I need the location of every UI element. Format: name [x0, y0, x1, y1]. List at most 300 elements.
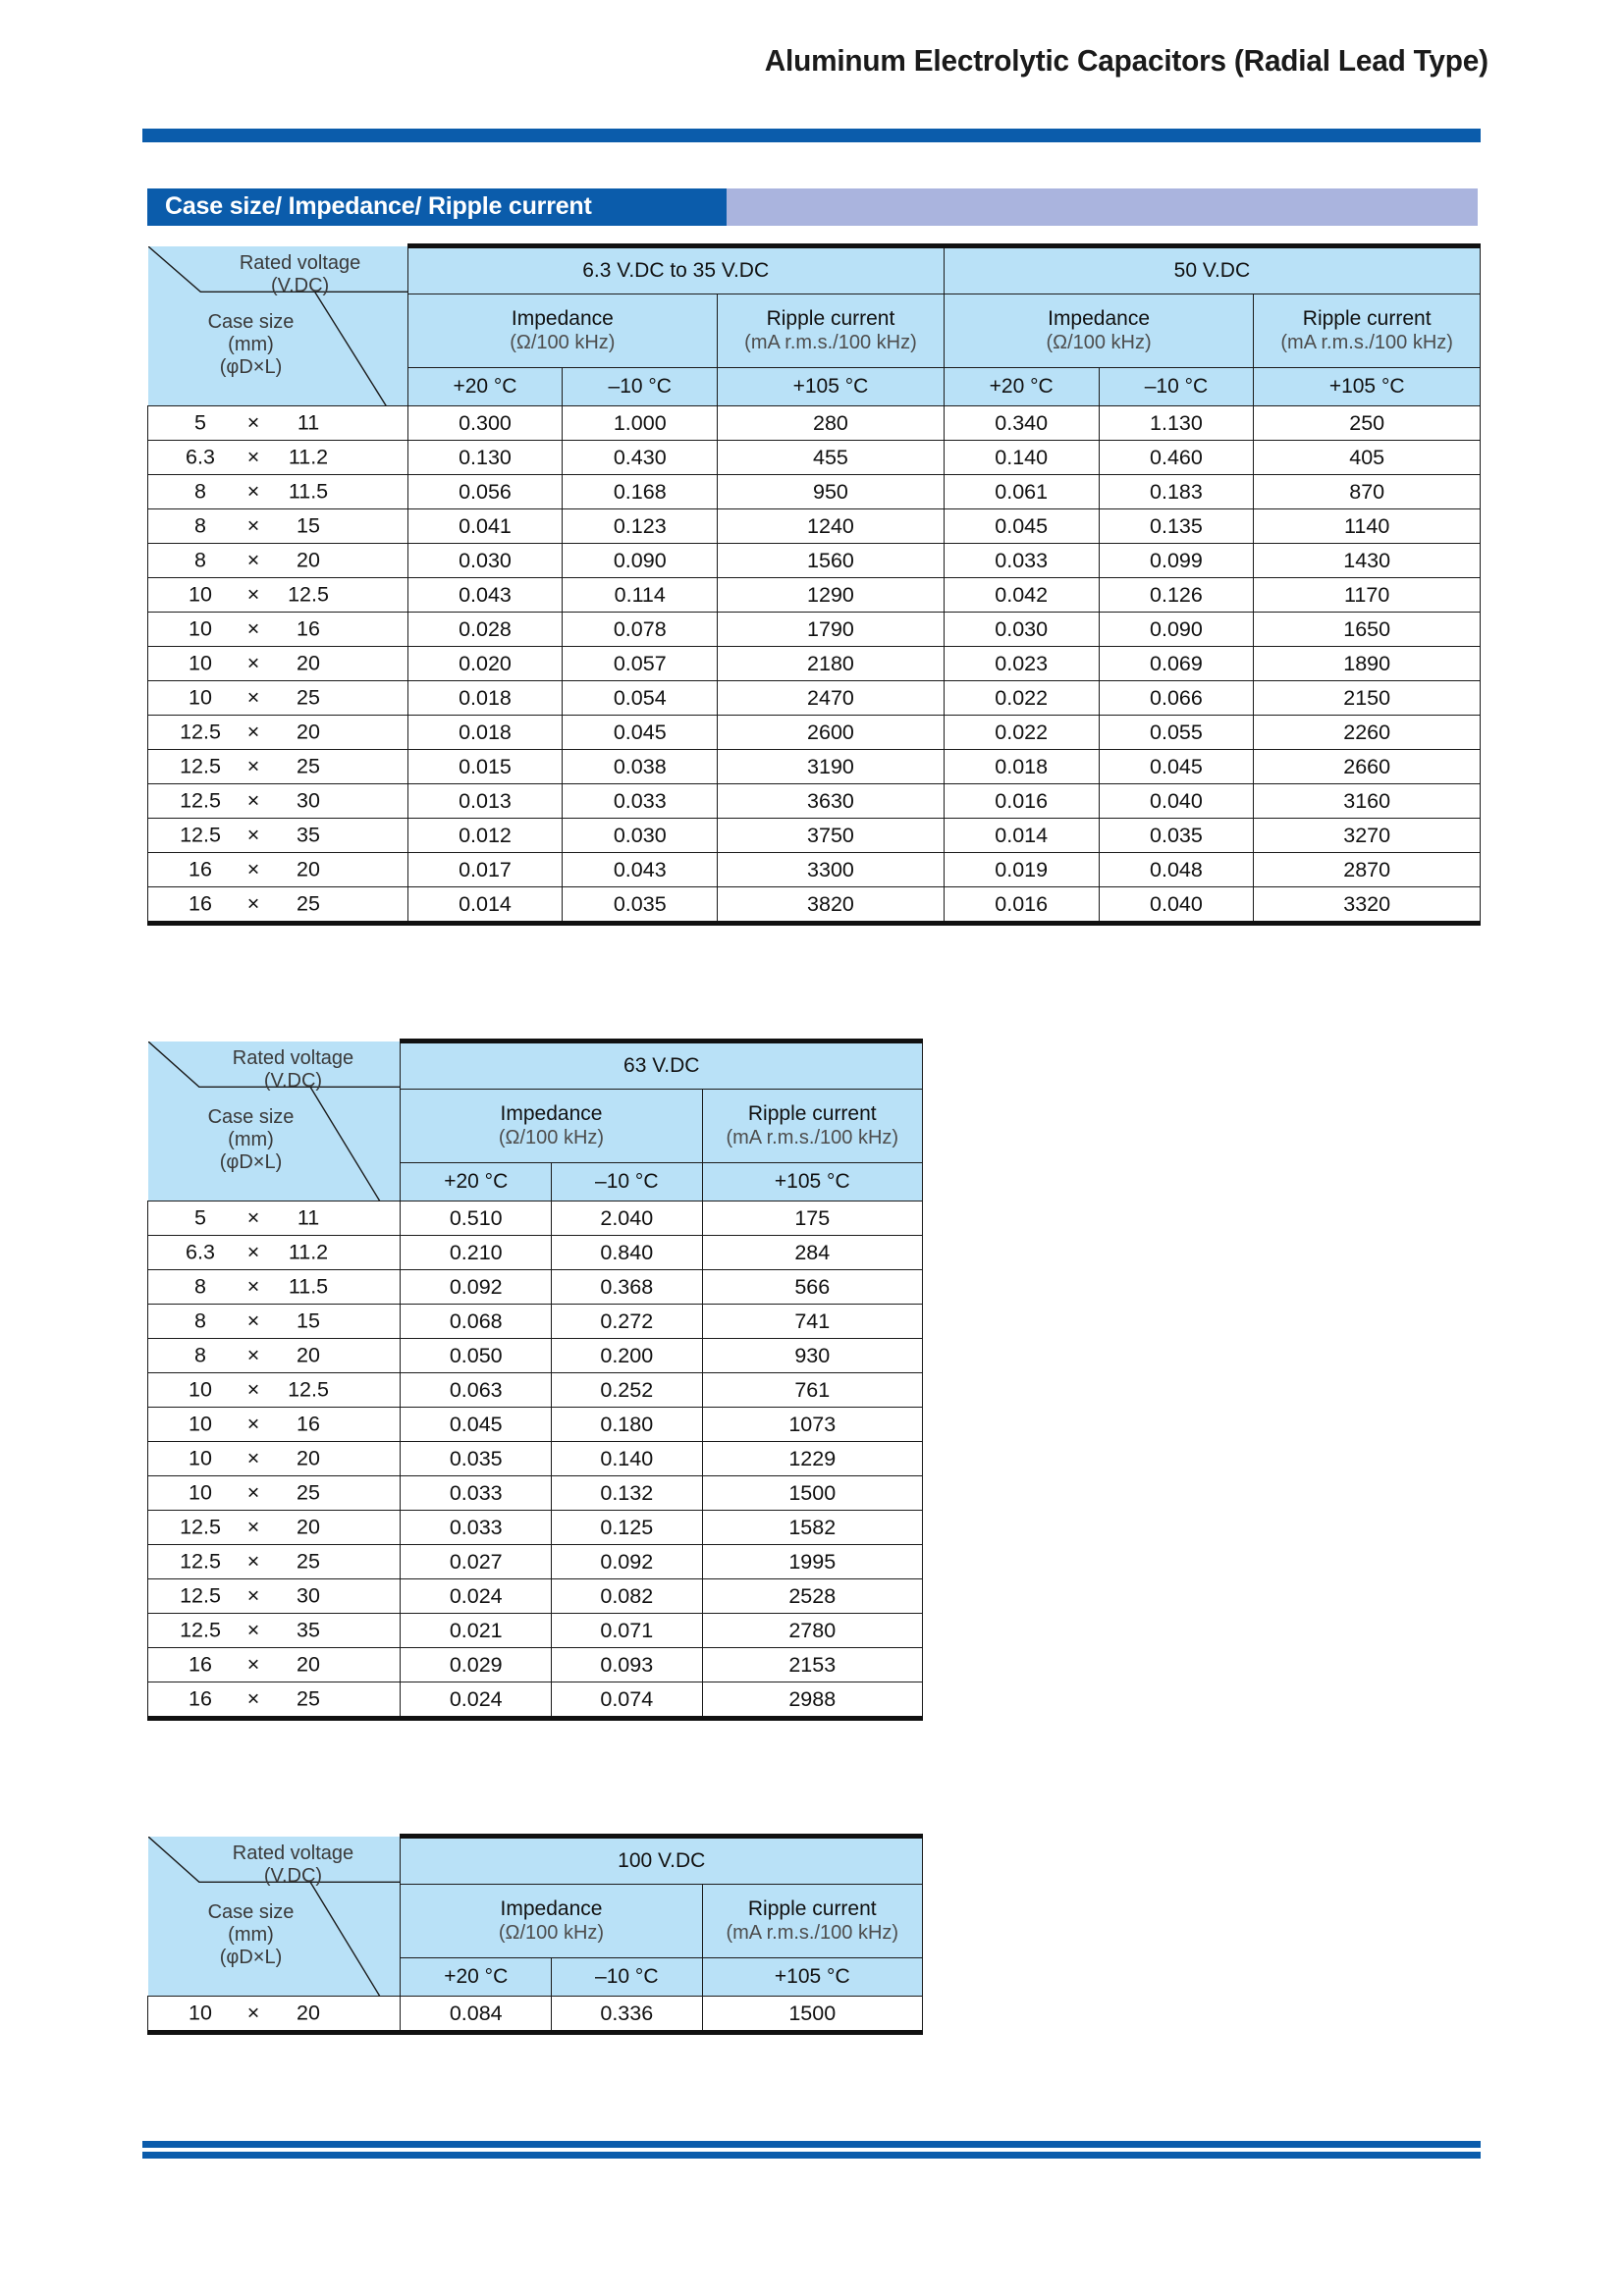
ripple-current-105c-value-g2: 3160 [1254, 784, 1481, 819]
page-title: Aluminum Electrolytic Capacitors (Radial Lead Type) [764, 43, 1488, 78]
impedance-minus10c-value-g1: 0.082 [552, 1579, 703, 1614]
table-row [148, 1545, 923, 1579]
case-diameter: 6.3 [186, 1240, 215, 1264]
impedance-minus10c-value-g1: 0.840 [552, 1236, 703, 1270]
case-size-line1: Case size [207, 1105, 295, 1128]
impedance-minus10c-value-g1: 0.074 [552, 1682, 703, 1719]
ripple-unit: (mA r.m.s./100 kHz) [726, 1921, 899, 1944]
voltage-header-row [148, 1837, 923, 1885]
case-diameter: 16 [189, 1686, 212, 1711]
impedance-20c-value-g2: 0.016 [944, 887, 1099, 924]
impedance-title: Impedance [511, 306, 614, 330]
case-size-cell [148, 475, 408, 509]
ripple-current-105c-value-g1: 1560 [718, 544, 945, 578]
case-length: 11.5 [288, 479, 329, 504]
case-length: 25 [297, 1686, 320, 1711]
impedance-20c-value-g1: 0.033 [401, 1476, 552, 1511]
impedance-20c-value-g1: 0.018 [407, 716, 563, 750]
table-row [148, 750, 1481, 784]
ripple-current-105c-value-g1: 761 [702, 1373, 922, 1408]
table-3-body [148, 1837, 923, 2033]
rated-voltage-line1: Rated voltage [239, 251, 361, 274]
ripple-current-105c-value-g1: 1500 [702, 1997, 922, 2033]
table-row [148, 1579, 923, 1614]
ripple-current-105c-value-g2: 2260 [1254, 716, 1481, 750]
case-diameter: 12.5 [180, 788, 221, 813]
case-length: 12.5 [288, 582, 329, 607]
footer-rule-lower [142, 2152, 1481, 2159]
case-size-cell [148, 1270, 401, 1305]
table-row [148, 578, 1481, 613]
case-size-cell [148, 1305, 401, 1339]
impedance-minus10c-value-g2: 0.040 [1099, 887, 1254, 924]
table-row [148, 1648, 923, 1682]
multiply-sign: × [246, 445, 260, 469]
multiply-sign: × [246, 685, 260, 710]
case-size-cell [148, 647, 408, 681]
section-heading: Case size/ Impedance/ Ripple current [165, 192, 592, 220]
impedance-ripple-table-1 [147, 243, 1481, 926]
case-diameter: 10 [189, 1446, 212, 1470]
impedance-20c-value-g1: 0.028 [407, 613, 563, 647]
table-row [148, 544, 1481, 578]
temp-20c-header-1: +20 °C [401, 1958, 552, 1997]
table-row [148, 509, 1481, 544]
impedance-ripple-table-2 [147, 1039, 923, 1721]
multiply-sign: × [246, 1480, 260, 1505]
impedance-minus10c-value-g1: 0.252 [552, 1373, 703, 1408]
multiply-sign: × [246, 1240, 260, 1264]
impedance-minus10c-value-g1: 0.336 [552, 1997, 703, 2033]
impedance-20c-value-g1: 0.017 [407, 853, 563, 887]
impedance-20c-value-g1: 0.063 [401, 1373, 552, 1408]
impedance-20c-value-g1: 0.033 [401, 1511, 552, 1545]
ripple-current-105c-value-g2: 3320 [1254, 887, 1481, 924]
impedance-20c-value-g1: 0.056 [407, 475, 563, 509]
table-2-body [148, 1041, 923, 1719]
impedance-minus10c-value-g1: 0.123 [563, 509, 718, 544]
impedance-20c-value-g1: 0.020 [407, 647, 563, 681]
case-diameter: 10 [189, 685, 212, 710]
table-row [148, 1408, 923, 1442]
case-size-line3: (φD×L) [219, 356, 283, 379]
ripple-current-105c-value-g1: 950 [718, 475, 945, 509]
temp-minus10c-header-1: –10 °C [563, 368, 718, 406]
table-row [148, 1270, 923, 1305]
temp-20c-header-2: +20 °C [944, 368, 1099, 406]
impedance-20c-value-g1: 0.084 [401, 1997, 552, 2033]
table-row [148, 1339, 923, 1373]
case-length: 16 [297, 616, 320, 641]
multiply-sign: × [246, 1583, 260, 1608]
impedance-minus10c-value-g1: 0.078 [563, 613, 718, 647]
case-length: 11.5 [288, 1274, 329, 1299]
case-size-line1: Case size [207, 1900, 295, 1923]
case-length: 11.2 [288, 1240, 329, 1264]
multiply-sign: × [246, 1377, 260, 1402]
case-size-cell [148, 1236, 401, 1270]
case-size-cell [148, 441, 408, 475]
case-diameter: 5 [194, 410, 206, 435]
impedance-20c-value-g2: 0.045 [944, 509, 1099, 544]
ripple-current-105c-value-g1: 455 [718, 441, 945, 475]
case-length: 25 [297, 754, 320, 778]
ripple-title: Ripple current [766, 306, 895, 330]
impedance-minus10c-value-g2: 0.090 [1099, 613, 1254, 647]
case-diameter: 8 [194, 1274, 206, 1299]
multiply-sign: × [246, 2001, 260, 2025]
multiply-sign: × [246, 410, 260, 435]
case-size-cell [148, 1648, 401, 1682]
impedance-20c-value-g1: 0.021 [401, 1614, 552, 1648]
case-size-cell [148, 819, 408, 853]
table-row [148, 1997, 923, 2033]
impedance-20c-value-g1: 0.018 [407, 681, 563, 716]
impedance-minus10c-value-g1: 0.054 [563, 681, 718, 716]
ripple-current-105c-value-g2: 3270 [1254, 819, 1481, 853]
impedance-20c-value-g1: 0.012 [407, 819, 563, 853]
ripple-current-105c-value-g1: 3630 [718, 784, 945, 819]
case-length: 20 [297, 1515, 320, 1539]
impedance-minus10c-value-g1: 0.090 [563, 544, 718, 578]
impedance-20c-value-g2: 0.030 [944, 613, 1099, 647]
impedance-header-1 [401, 1090, 702, 1163]
case-diameter: 12.5 [180, 1549, 221, 1574]
multiply-sign: × [246, 1343, 260, 1367]
impedance-minus10c-value-g1: 0.043 [563, 853, 718, 887]
impedance-20c-value-g2: 0.018 [944, 750, 1099, 784]
impedance-20c-value-g1: 0.041 [407, 509, 563, 544]
ripple-current-105c-value-g1: 2180 [718, 647, 945, 681]
case-size-cell [148, 1476, 401, 1511]
header-rule [142, 129, 1481, 142]
case-length: 11 [297, 410, 320, 435]
impedance-minus10c-value-g2: 0.055 [1099, 716, 1254, 750]
case-diameter: 10 [189, 1480, 212, 1505]
case-size-line1: Case size [207, 310, 295, 333]
case-size-cell [148, 1682, 401, 1719]
ripple-current-105c-value-g1: 2988 [702, 1682, 922, 1719]
ripple-current-105c-value-g1: 2470 [718, 681, 945, 716]
case-length: 30 [297, 1583, 320, 1608]
case-size-label [158, 311, 345, 380]
table-row [148, 1442, 923, 1476]
impedance-minus10c-value-g1: 0.030 [563, 819, 718, 853]
multiply-sign: × [246, 823, 260, 847]
ripple-current-105c-value-g1: 3190 [718, 750, 945, 784]
impedance-20c-value-g1: 0.029 [401, 1648, 552, 1682]
impedance-minus10c-value-g1: 0.368 [552, 1270, 703, 1305]
voltage-group-header-1: 63 V.DC [401, 1041, 923, 1090]
impedance-minus10c-value-g1: 1.000 [563, 406, 718, 441]
multiply-sign: × [246, 1412, 260, 1436]
table-corner-header [148, 1041, 401, 1201]
impedance-header-1 [407, 294, 718, 368]
ripple-title: Ripple current [747, 1896, 877, 1920]
impedance-20c-value-g2: 0.014 [944, 819, 1099, 853]
ripple-current-105c-value-g2: 1890 [1254, 647, 1481, 681]
multiply-sign: × [246, 616, 260, 641]
impedance-20c-value-g1: 0.027 [401, 1545, 552, 1579]
case-size-line2: (mm) [228, 333, 274, 355]
impedance-minus10c-value-g1: 0.430 [563, 441, 718, 475]
impedance-minus10c-value-g1: 0.272 [552, 1305, 703, 1339]
case-diameter: 16 [189, 857, 212, 881]
case-length: 35 [297, 1618, 320, 1642]
ripple-current-105c-value-g1: 3300 [718, 853, 945, 887]
ripple-current-105c-value-g1: 2528 [702, 1579, 922, 1614]
table-row [148, 1236, 923, 1270]
temp-20c-header-1: +20 °C [407, 368, 563, 406]
impedance-unit: (Ω/100 kHz) [1046, 331, 1152, 353]
impedance-minus10c-value-g2: 0.040 [1099, 784, 1254, 819]
impedance-20c-value-g1: 0.024 [401, 1682, 552, 1719]
multiply-sign: × [246, 788, 260, 813]
case-diameter: 5 [194, 1205, 206, 1230]
case-diameter: 12.5 [180, 720, 221, 744]
multiply-sign: × [246, 582, 260, 607]
voltage-group-header-1: 6.3 V.DC to 35 V.DC [407, 246, 944, 294]
impedance-20c-value-g1: 0.043 [407, 578, 563, 613]
temp-105c-header-2: +105 °C [1254, 368, 1481, 406]
impedance-ripple-table-3 [147, 1834, 923, 2035]
case-size-cell [148, 509, 408, 544]
impedance-20c-value-g1: 0.068 [401, 1305, 552, 1339]
rated-voltage-line2: (V.DC) [263, 1864, 323, 1887]
case-diameter: 10 [189, 582, 212, 607]
impedance-minus10c-value-g1: 0.071 [552, 1614, 703, 1648]
ripple-current-105c-value-g2: 405 [1254, 441, 1481, 475]
ripple-current-105c-value-g1: 284 [702, 1236, 922, 1270]
section-banner [147, 188, 1478, 226]
case-size-cell [148, 613, 408, 647]
impedance-20c-value-g1: 0.013 [407, 784, 563, 819]
multiply-sign: × [246, 1652, 260, 1677]
multiply-sign: × [246, 754, 260, 778]
ripple-current-105c-value-g2: 1430 [1254, 544, 1481, 578]
ripple-unit: (mA r.m.s./100 kHz) [1280, 331, 1453, 353]
ripple-current-105c-value-g1: 1500 [702, 1476, 922, 1511]
multiply-sign: × [246, 1618, 260, 1642]
case-diameter: 12.5 [180, 823, 221, 847]
case-size-line3: (φD×L) [219, 1947, 283, 1969]
case-size-cell [148, 853, 408, 887]
case-length: 35 [297, 823, 320, 847]
case-length: 30 [297, 788, 320, 813]
case-length: 20 [297, 1343, 320, 1367]
case-diameter: 8 [194, 1308, 206, 1333]
impedance-title: Impedance [1048, 306, 1151, 330]
case-length: 20 [297, 548, 320, 572]
impedance-minus10c-value-g1: 0.092 [552, 1545, 703, 1579]
case-size-cell [148, 1339, 401, 1373]
case-size-cell [148, 1579, 401, 1614]
rated-voltage-label [207, 252, 394, 297]
voltage-group-header-1: 100 V.DC [401, 1837, 923, 1885]
table-row [148, 406, 1481, 441]
case-size-cell [148, 1545, 401, 1579]
ripple-current-105c-value-g1: 741 [702, 1305, 922, 1339]
ripple-current-105c-value-g2: 1650 [1254, 613, 1481, 647]
impedance-minus10c-value-g1: 0.057 [563, 647, 718, 681]
table-row [148, 647, 1481, 681]
case-size-cell [148, 681, 408, 716]
impedance-20c-value-g2: 0.042 [944, 578, 1099, 613]
ripple-current-105c-value-g1: 1582 [702, 1511, 922, 1545]
case-size-line3: (φD×L) [219, 1151, 283, 1174]
ripple-current-header-1 [702, 1885, 922, 1958]
case-size-cell [148, 544, 408, 578]
case-diameter: 12.5 [180, 754, 221, 778]
table-corner-header [148, 246, 408, 406]
impedance-minus10c-value-g2: 0.460 [1099, 441, 1254, 475]
impedance-minus10c-value-g2: 0.035 [1099, 819, 1254, 853]
ripple-current-105c-value-g1: 280 [718, 406, 945, 441]
impedance-20c-value-g2: 0.019 [944, 853, 1099, 887]
case-size-cell [148, 1511, 401, 1545]
impedance-20c-value-g2: 0.061 [944, 475, 1099, 509]
table-row [148, 1511, 923, 1545]
rated-voltage-line2: (V.DC) [263, 1069, 323, 1092]
rated-voltage-label [199, 1842, 386, 1888]
temp-105c-header-1: +105 °C [718, 368, 945, 406]
case-size-cell [148, 1201, 401, 1236]
impedance-header-2 [944, 294, 1254, 368]
table-row [148, 1682, 923, 1719]
case-diameter: 16 [189, 891, 212, 916]
case-diameter: 10 [189, 1377, 212, 1402]
impedance-20c-value-g1: 0.092 [401, 1270, 552, 1305]
impedance-20c-value-g1: 0.045 [401, 1408, 552, 1442]
table-row [148, 475, 1481, 509]
case-diameter: 8 [194, 479, 206, 504]
ripple-title: Ripple current [1302, 306, 1432, 330]
table-row [148, 784, 1481, 819]
impedance-minus10c-value-g1: 0.114 [563, 578, 718, 613]
ripple-unit: (mA r.m.s./100 kHz) [744, 331, 917, 353]
case-diameter: 10 [189, 1412, 212, 1436]
ripple-current-105c-value-g1: 1240 [718, 509, 945, 544]
impedance-unit: (Ω/100 kHz) [510, 331, 616, 353]
ripple-current-105c-value-g2: 2150 [1254, 681, 1481, 716]
ripple-current-105c-value-g2: 2660 [1254, 750, 1481, 784]
ripple-current-105c-value-g1: 2153 [702, 1648, 922, 1682]
impedance-minus10c-value-g2: 0.069 [1099, 647, 1254, 681]
ripple-current-105c-value-g2: 1140 [1254, 509, 1481, 544]
case-diameter: 16 [189, 1652, 212, 1677]
case-size-cell [148, 406, 408, 441]
temp-105c-header-1: +105 °C [702, 1163, 922, 1201]
case-diameter: 12.5 [180, 1515, 221, 1539]
case-size-label [158, 1901, 345, 1970]
impedance-20c-value-g1: 0.300 [407, 406, 563, 441]
temp-minus10c-header-2: –10 °C [1099, 368, 1254, 406]
case-diameter: 6.3 [186, 445, 215, 469]
impedance-minus10c-value-g2: 1.130 [1099, 406, 1254, 441]
impedance-20c-value-g1: 0.130 [407, 441, 563, 475]
case-size-line2: (mm) [228, 1923, 274, 1946]
impedance-title: Impedance [500, 1101, 603, 1125]
case-size-cell [148, 1997, 401, 2033]
impedance-20c-value-g1: 0.510 [401, 1201, 552, 1236]
ripple-current-105c-value-g1: 175 [702, 1201, 922, 1236]
case-length: 25 [297, 1549, 320, 1574]
temp-minus10c-header-1: –10 °C [552, 1958, 703, 1997]
impedance-minus10c-value-g1: 2.040 [552, 1201, 703, 1236]
rated-voltage-line1: Rated voltage [232, 1842, 354, 1864]
impedance-minus10c-value-g1: 0.125 [552, 1511, 703, 1545]
impedance-minus10c-value-g2: 0.045 [1099, 750, 1254, 784]
table-row [148, 853, 1481, 887]
case-length: 15 [297, 1308, 320, 1333]
impedance-minus10c-value-g1: 0.132 [552, 1476, 703, 1511]
impedance-20c-value-g2: 0.022 [944, 681, 1099, 716]
case-length: 20 [297, 651, 320, 675]
case-size-cell [148, 1408, 401, 1442]
case-size-line2: (mm) [228, 1128, 274, 1150]
case-length: 20 [297, 857, 320, 881]
impedance-20c-value-g2: 0.016 [944, 784, 1099, 819]
ripple-current-105c-value-g2: 250 [1254, 406, 1481, 441]
table-row [148, 1614, 923, 1648]
impedance-20c-value-g1: 0.050 [401, 1339, 552, 1373]
multiply-sign: × [246, 1205, 260, 1230]
ripple-current-105c-value-g1: 930 [702, 1339, 922, 1373]
ripple-current-105c-value-g1: 3750 [718, 819, 945, 853]
impedance-minus10c-value-g1: 0.140 [552, 1442, 703, 1476]
multiply-sign: × [246, 1515, 260, 1539]
impedance-title: Impedance [500, 1896, 603, 1920]
multiply-sign: × [246, 720, 260, 744]
impedance-unit: (Ω/100 kHz) [498, 1126, 605, 1148]
impedance-header-1 [401, 1885, 702, 1958]
multiply-sign: × [246, 1686, 260, 1711]
case-diameter: 12.5 [180, 1583, 221, 1608]
ripple-current-105c-value-g1: 1995 [702, 1545, 922, 1579]
case-size-cell [148, 1442, 401, 1476]
banner-light-block [727, 188, 1478, 226]
impedance-minus10c-value-g2: 0.066 [1099, 681, 1254, 716]
ripple-current-105c-value-g1: 2600 [718, 716, 945, 750]
impedance-minus10c-value-g1: 0.035 [563, 887, 718, 924]
impedance-minus10c-value-g1: 0.093 [552, 1648, 703, 1682]
ripple-current-105c-value-g1: 1790 [718, 613, 945, 647]
case-size-cell [148, 784, 408, 819]
table-row [148, 613, 1481, 647]
impedance-20c-value-g1: 0.024 [401, 1579, 552, 1614]
multiply-sign: × [246, 548, 260, 572]
ripple-title: Ripple current [747, 1101, 877, 1125]
case-length: 16 [297, 1412, 320, 1436]
case-length: 20 [297, 720, 320, 744]
multiply-sign: × [246, 1274, 260, 1299]
impedance-20c-value-g2: 0.140 [944, 441, 1099, 475]
impedance-20c-value-g1: 0.035 [401, 1442, 552, 1476]
case-size-cell [148, 1614, 401, 1648]
case-length: 25 [297, 685, 320, 710]
impedance-20c-value-g1: 0.210 [401, 1236, 552, 1270]
ripple-current-105c-value-g2: 2870 [1254, 853, 1481, 887]
multiply-sign: × [246, 513, 260, 538]
case-length: 20 [297, 1446, 320, 1470]
case-size-cell [148, 887, 408, 924]
multiply-sign: × [246, 1446, 260, 1470]
case-diameter: 8 [194, 548, 206, 572]
multiply-sign: × [246, 857, 260, 881]
case-diameter: 10 [189, 2001, 212, 2025]
table-1-body [148, 246, 1481, 924]
case-length: 25 [297, 1480, 320, 1505]
